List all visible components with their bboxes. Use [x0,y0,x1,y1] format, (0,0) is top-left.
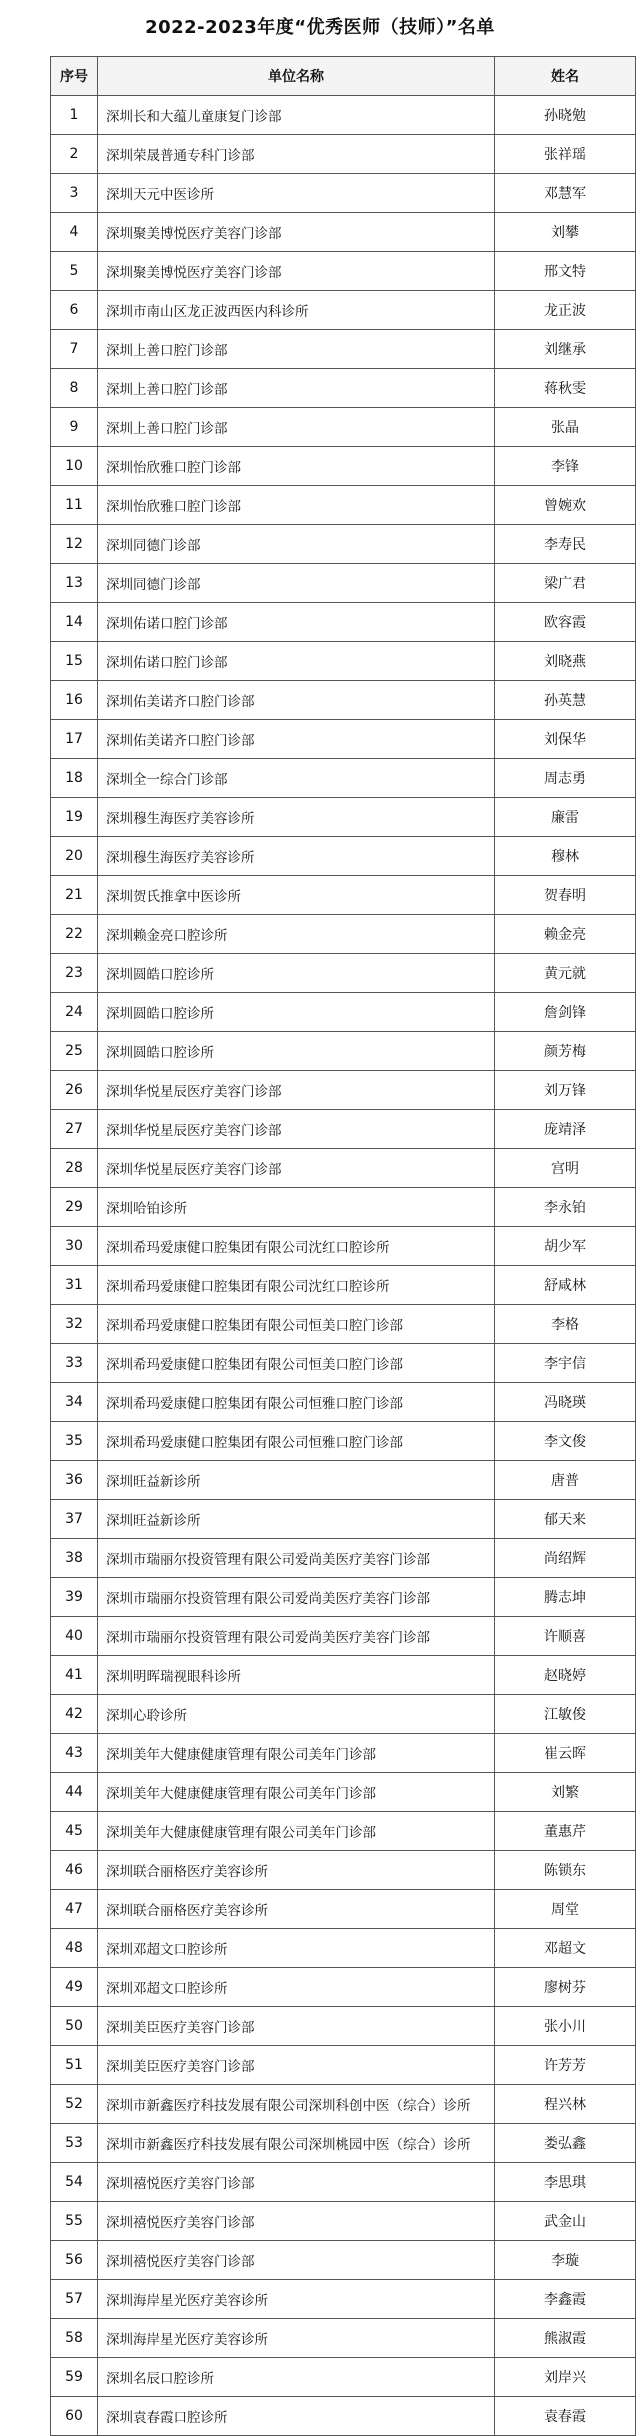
row-number: 8 [51,369,98,408]
row-number: 2 [51,135,98,174]
row-person-name: 赖金亮 [495,915,636,954]
row-unit: 深圳上善口腔门诊部 [98,408,495,447]
row-unit: 深圳华悦星辰医疗美容门诊部 [98,1149,495,1188]
row-unit: 深圳穆生海医疗美容诊所 [98,837,495,876]
table-row [51,1734,636,1773]
row-number: 9 [51,408,98,447]
row-unit: 深圳市新鑫医疗科技发展有限公司深圳科创中医（综合）诊所 [98,2085,495,2124]
table-row [51,213,636,252]
table-row [51,447,636,486]
row-person-name: 黄元就 [495,954,636,993]
table-row [51,1305,636,1344]
table-row [51,2319,636,2358]
row-number: 37 [51,1500,98,1539]
row-person-name: 廖树芬 [495,1968,636,2007]
table-row [51,2124,636,2163]
row-unit: 深圳市南山区龙正波西医内科诊所 [98,291,495,330]
row-number: 34 [51,1383,98,1422]
row-unit: 深圳禧悦医疗美容门诊部 [98,2241,495,2280]
table-row [51,954,636,993]
row-number: 25 [51,1032,98,1071]
row-number: 12 [51,525,98,564]
page-title: 2022-2023年度“优秀医师（技师）”名单 [145,17,495,38]
row-unit: 深圳佑美诺齐口腔门诊部 [98,681,495,720]
table-row [51,96,636,135]
row-unit: 深圳同德门诊部 [98,564,495,603]
table-row [51,1656,636,1695]
row-unit: 深圳哈铂诊所 [98,1188,495,1227]
row-unit: 深圳明晖瑞视眼科诊所 [98,1656,495,1695]
row-person-name: 胡少军 [495,1227,636,1266]
row-person-name: 江敏俊 [495,1695,636,1734]
row-person-name: 娄弘鑫 [495,2124,636,2163]
table-row [51,252,636,291]
table-row [51,525,636,564]
row-person-name: 舒咸林 [495,1266,636,1305]
table-row [51,1812,636,1851]
row-number: 3 [51,174,98,213]
row-unit: 深圳同德门诊部 [98,525,495,564]
table-row [51,135,636,174]
row-number: 16 [51,681,98,720]
row-number: 13 [51,564,98,603]
row-number: 36 [51,1461,98,1500]
table-row [51,681,636,720]
row-person-name: 欧容霞 [495,603,636,642]
row-person-name: 袁春霞 [495,2397,636,2436]
row-unit: 深圳市新鑫医疗科技发展有限公司深圳桃园中医（综合）诊所 [98,2124,495,2163]
row-person-name: 曾婉欢 [495,486,636,525]
row-person-name: 邓慧军 [495,174,636,213]
row-person-name: 李格 [495,1305,636,1344]
row-person-name: 许顺喜 [495,1617,636,1656]
row-number: 47 [51,1890,98,1929]
row-unit: 深圳希玛爱康健口腔集团有限公司恒雅口腔门诊部 [98,1422,495,1461]
row-unit: 深圳上善口腔门诊部 [98,330,495,369]
table-row [51,408,636,447]
row-unit: 深圳希玛爱康健口腔集团有限公司沈红口腔诊所 [98,1227,495,1266]
row-unit: 深圳希玛爱康健口腔集团有限公司沈红口腔诊所 [98,1266,495,1305]
table-row [51,876,636,915]
row-unit: 深圳佑诺口腔门诊部 [98,603,495,642]
row-person-name: 刘保华 [495,720,636,759]
table-row [51,1773,636,1812]
row-person-name: 颜芳梅 [495,1032,636,1071]
table-row [51,1695,636,1734]
row-number: 60 [51,2397,98,2436]
row-number: 21 [51,876,98,915]
row-unit: 深圳佑美诺齐口腔门诊部 [98,720,495,759]
row-unit: 深圳禧悦医疗美容门诊部 [98,2202,495,2241]
row-person-name: 孙晓勉 [495,96,636,135]
row-unit: 深圳市瑞丽尔投资管理有限公司爱尚美医疗美容门诊部 [98,1539,495,1578]
row-unit: 深圳美臣医疗美容门诊部 [98,2007,495,2046]
row-number: 22 [51,915,98,954]
row-person-name: 邓超文 [495,1929,636,1968]
row-number: 41 [51,1656,98,1695]
row-person-name: 刘繁 [495,1773,636,1812]
table-row [51,2280,636,2319]
row-person-name: 张祥瑶 [495,135,636,174]
row-person-name: 熊淑霞 [495,2319,636,2358]
row-number: 52 [51,2085,98,2124]
row-unit: 深圳海岸星光医疗美容诊所 [98,2319,495,2358]
table-row [51,1422,636,1461]
row-unit: 深圳赖金亮口腔诊所 [98,915,495,954]
row-person-name: 赵晓婷 [495,1656,636,1695]
row-unit: 深圳袁春霞口腔诊所 [98,2397,495,2436]
table-row [51,759,636,798]
table-row [51,1344,636,1383]
row-number: 20 [51,837,98,876]
row-person-name: 刘继承 [495,330,636,369]
table-row [51,1851,636,1890]
table-row [51,1890,636,1929]
row-number: 55 [51,2202,98,2241]
table-row [51,1188,636,1227]
row-unit: 深圳市瑞丽尔投资管理有限公司爱尚美医疗美容门诊部 [98,1578,495,1617]
row-person-name: 刘岸兴 [495,2358,636,2397]
row-person-name: 程兴林 [495,2085,636,2124]
row-unit: 深圳心聆诊所 [98,1695,495,1734]
row-unit: 深圳怡欣雅口腔门诊部 [98,447,495,486]
table-row [51,2241,636,2280]
row-number: 42 [51,1695,98,1734]
row-number: 24 [51,993,98,1032]
row-unit: 深圳华悦星辰医疗美容门诊部 [98,1071,495,1110]
row-person-name: 武金山 [495,2202,636,2241]
row-person-name: 贺春明 [495,876,636,915]
table-row [51,642,636,681]
row-number: 51 [51,2046,98,2085]
table-row [51,1110,636,1149]
table-row [51,915,636,954]
row-unit: 深圳圆皓口腔诊所 [98,1032,495,1071]
row-unit: 深圳邓超文口腔诊所 [98,1968,495,2007]
row-number: 11 [51,486,98,525]
award-list-table [50,56,636,2436]
table-row [51,2046,636,2085]
row-number: 49 [51,1968,98,2007]
row-unit: 深圳贺氏推拿中医诊所 [98,876,495,915]
row-person-name: 李思琪 [495,2163,636,2202]
row-unit: 深圳希玛爱康健口腔集团有限公司恒美口腔门诊部 [98,1344,495,1383]
row-person-name: 宫明 [495,1149,636,1188]
row-person-name: 李鑫霞 [495,2280,636,2319]
row-person-name: 周志勇 [495,759,636,798]
row-number: 54 [51,2163,98,2202]
table-row [51,798,636,837]
row-number: 6 [51,291,98,330]
row-number: 27 [51,1110,98,1149]
row-person-name: 庞靖泽 [495,1110,636,1149]
row-number: 44 [51,1773,98,1812]
table-row [51,2085,636,2124]
table-row [51,174,636,213]
row-number: 40 [51,1617,98,1656]
row-number: 50 [51,2007,98,2046]
row-person-name: 邢文特 [495,252,636,291]
row-person-name: 李永铂 [495,1188,636,1227]
row-person-name: 梁广君 [495,564,636,603]
row-number: 57 [51,2280,98,2319]
row-unit: 深圳市瑞丽尔投资管理有限公司爱尚美医疗美容门诊部 [98,1617,495,1656]
row-number: 48 [51,1929,98,1968]
row-unit: 深圳联合丽格医疗美容诊所 [98,1851,495,1890]
table-row [51,1149,636,1188]
row-number: 23 [51,954,98,993]
table-row [51,2163,636,2202]
row-unit: 深圳海岸星光医疗美容诊所 [98,2280,495,2319]
row-person-name: 腾志坤 [495,1578,636,1617]
row-number: 19 [51,798,98,837]
row-unit: 深圳聚美博悦医疗美容门诊部 [98,252,495,291]
table-row [51,369,636,408]
table-row [51,2358,636,2397]
table-row [51,993,636,1032]
table-row [51,1461,636,1500]
row-unit: 深圳名辰口腔诊所 [98,2358,495,2397]
row-person-name: 冯晓瑛 [495,1383,636,1422]
table-row [51,603,636,642]
table-row [51,291,636,330]
row-number: 14 [51,603,98,642]
row-person-name: 刘攀 [495,213,636,252]
table-row [51,1929,636,1968]
row-number: 7 [51,330,98,369]
row-person-name: 孙英慧 [495,681,636,720]
row-number: 17 [51,720,98,759]
table-row [51,564,636,603]
row-person-name: 李锋 [495,447,636,486]
row-person-name: 刘晓燕 [495,642,636,681]
row-unit: 深圳华悦星辰医疗美容门诊部 [98,1110,495,1149]
table-body [51,96,636,2436]
row-number: 26 [51,1071,98,1110]
row-unit: 深圳邓超文口腔诊所 [98,1929,495,1968]
row-person-name: 穆林 [495,837,636,876]
row-unit: 深圳禧悦医疗美容门诊部 [98,2163,495,2202]
row-number: 53 [51,2124,98,2163]
table-header-row [51,57,636,96]
row-person-name: 詹剑锋 [495,993,636,1032]
row-unit: 深圳旺益新诊所 [98,1500,495,1539]
row-person-name: 唐普 [495,1461,636,1500]
row-number: 5 [51,252,98,291]
row-number: 45 [51,1812,98,1851]
table-row [51,1383,636,1422]
row-number: 35 [51,1422,98,1461]
table-row [51,1227,636,1266]
table-row [51,1071,636,1110]
row-unit: 深圳联合丽格医疗美容诊所 [98,1890,495,1929]
row-person-name: 李文俊 [495,1422,636,1461]
row-number: 30 [51,1227,98,1266]
row-number: 18 [51,759,98,798]
table-row [51,1578,636,1617]
row-unit: 深圳上善口腔门诊部 [98,369,495,408]
row-person-name: 刘万锋 [495,1071,636,1110]
row-number: 29 [51,1188,98,1227]
row-number: 15 [51,642,98,681]
row-number: 59 [51,2358,98,2397]
row-unit: 深圳圆皓口腔诊所 [98,954,495,993]
row-number: 1 [51,96,98,135]
row-unit: 深圳荣晟普通专科门诊部 [98,135,495,174]
row-unit: 深圳天元中医诊所 [98,174,495,213]
row-number: 43 [51,1734,98,1773]
row-person-name: 尚绍辉 [495,1539,636,1578]
table-row [51,486,636,525]
row-unit: 深圳美臣医疗美容门诊部 [98,2046,495,2085]
row-number: 32 [51,1305,98,1344]
row-unit: 深圳美年大健康健康管理有限公司美年门诊部 [98,1734,495,1773]
row-unit: 深圳全一综合门诊部 [98,759,495,798]
row-person-name: 李宇信 [495,1344,636,1383]
header-name: 姓名 [495,57,636,96]
row-person-name: 郁天来 [495,1500,636,1539]
table-row [51,1266,636,1305]
row-person-name: 廉雷 [495,798,636,837]
row-number: 38 [51,1539,98,1578]
row-number: 4 [51,213,98,252]
row-unit: 深圳长和大蕴儿童康复门诊部 [98,96,495,135]
row-person-name: 周堂 [495,1890,636,1929]
row-unit: 深圳穆生海医疗美容诊所 [98,798,495,837]
row-person-name: 张小川 [495,2007,636,2046]
table-row [51,1500,636,1539]
table-row [51,1617,636,1656]
row-unit: 深圳希玛爱康健口腔集团有限公司恒雅口腔门诊部 [98,1383,495,1422]
row-unit: 深圳怡欣雅口腔门诊部 [98,486,495,525]
row-number: 46 [51,1851,98,1890]
row-unit: 深圳圆皓口腔诊所 [98,993,495,1032]
row-person-name: 龙正波 [495,291,636,330]
row-number: 33 [51,1344,98,1383]
row-person-name: 李寿民 [495,525,636,564]
row-number: 28 [51,1149,98,1188]
row-person-name: 陈锁东 [495,1851,636,1890]
row-person-name: 董惠芹 [495,1812,636,1851]
row-person-name: 许芳芳 [495,2046,636,2085]
row-person-name: 张晶 [495,408,636,447]
row-number: 58 [51,2319,98,2358]
table-row [51,2397,636,2436]
table-row [51,330,636,369]
table-row [51,2202,636,2241]
table-row [51,1032,636,1071]
table-row [51,1539,636,1578]
row-unit: 深圳旺益新诊所 [98,1461,495,1500]
header-unit: 单位名称 [98,57,495,96]
table-row [51,2007,636,2046]
row-unit: 深圳希玛爱康健口腔集团有限公司恒美口腔门诊部 [98,1305,495,1344]
row-person-name: 崔云晖 [495,1734,636,1773]
row-unit: 深圳佑诺口腔门诊部 [98,642,495,681]
header-no: 序号 [51,57,98,96]
row-number: 56 [51,2241,98,2280]
table-row [51,720,636,759]
table-row [51,1968,636,2007]
row-number: 31 [51,1266,98,1305]
row-number: 10 [51,447,98,486]
row-unit: 深圳聚美博悦医疗美容门诊部 [98,213,495,252]
row-person-name: 李璇 [495,2241,636,2280]
row-unit: 深圳美年大健康健康管理有限公司美年门诊部 [98,1812,495,1851]
row-person-name: 蒋秋雯 [495,369,636,408]
row-number: 39 [51,1578,98,1617]
table-row [51,837,636,876]
row-unit: 深圳美年大健康健康管理有限公司美年门诊部 [98,1773,495,1812]
